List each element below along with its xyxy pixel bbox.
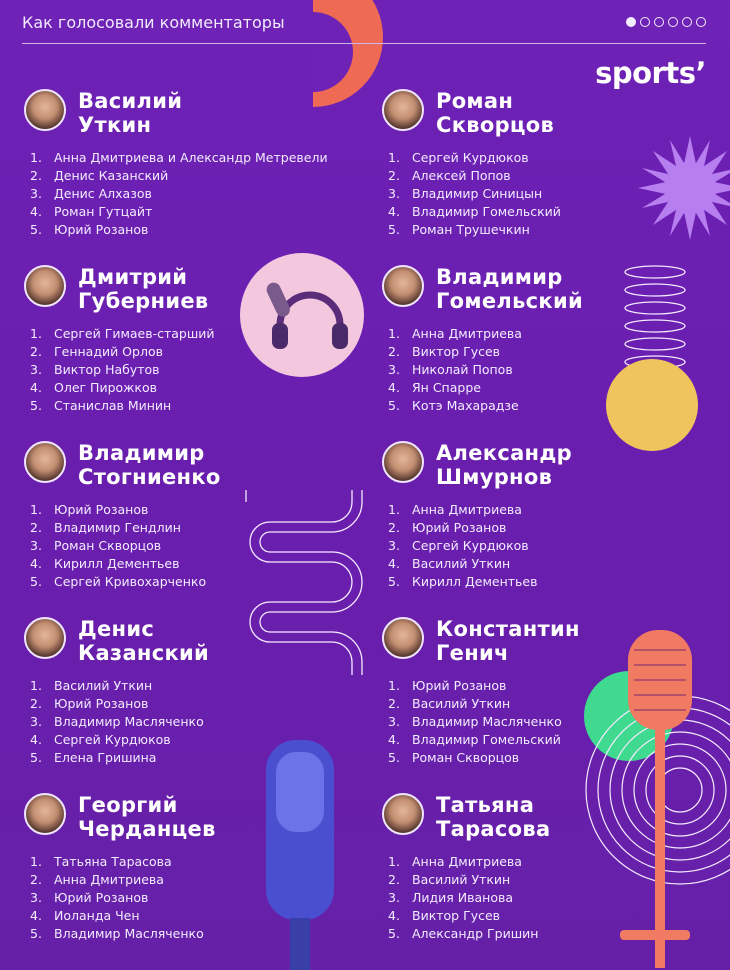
list-item: 4. Владимир Гомельский — [388, 732, 561, 747]
list-item: 5. Станислав Минин — [30, 398, 172, 413]
commentator-block — [24, 617, 364, 767]
list-item: 5. Кирилл Дементьев — [388, 574, 538, 589]
list-item: 4. Виктор Гусев — [388, 908, 501, 923]
vote-list — [24, 501, 364, 591]
pagination-dots[interactable] — [626, 17, 706, 27]
list-item: 4. Сергей Курдюков — [30, 732, 171, 747]
commentator-block — [382, 793, 722, 943]
commentator-block — [382, 265, 722, 415]
avatar — [24, 89, 66, 131]
list-item: 5. Юрий Розанов — [30, 222, 149, 237]
avatar — [382, 441, 424, 483]
avatar — [382, 265, 424, 307]
vote-list — [24, 853, 364, 943]
commentator-name: Дмитрий Губерниев — [78, 265, 209, 313]
avatar — [24, 265, 66, 307]
list-item: 5. Елена Гришина — [30, 750, 157, 765]
list-item: 1. Анна Дмитриева — [388, 326, 522, 341]
list-item: 1. Анна Дмитриева — [388, 502, 522, 517]
commentator-name: Константин Генич — [436, 617, 580, 665]
list-item: 1. Сергей Гимаев-старший — [30, 326, 215, 341]
commentator-name: Роман Скворцов — [436, 89, 555, 137]
vote-list — [382, 853, 722, 943]
list-item: 2. Василий Уткин — [388, 872, 511, 887]
vote-list — [382, 325, 722, 415]
vote-list — [24, 325, 364, 415]
list-item: 3. Юрий Розанов — [30, 890, 149, 905]
vote-list — [24, 149, 364, 239]
commentator-name: Татьяна Тарасова — [436, 793, 551, 841]
list-item: 5. Владимир Масляченко — [30, 926, 204, 941]
list-item: 3. Владимир Масляченко — [388, 714, 562, 729]
vote-list — [382, 677, 722, 767]
commentator-name: Денис Казанский — [78, 617, 210, 665]
commentator-block — [24, 441, 364, 591]
avatar — [24, 617, 66, 659]
title-divider — [22, 43, 706, 44]
list-item: 2. Денис Казанский — [30, 168, 169, 183]
list-item: 2. Алексей Попов — [388, 168, 511, 183]
list-item: 1. Татьяна Тарасова — [30, 854, 172, 869]
list-item: 3. Виктор Набутов — [30, 362, 160, 377]
list-item: 4. Василий Уткин — [388, 556, 511, 571]
list-item: 2. Геннадий Орлов — [30, 344, 163, 359]
list-item: 5. Котэ Махарадзе — [388, 398, 519, 413]
avatar — [382, 89, 424, 131]
pagination-dot-2[interactable] — [640, 17, 650, 27]
list-item: 3. Лидия Иванова — [388, 890, 514, 905]
list-item: 3. Сергей Курдюков — [388, 538, 529, 553]
commentator-name: Александр Шмурнов — [436, 441, 572, 489]
list-item: 2. Юрий Розанов — [388, 520, 507, 535]
list-item: 3. Денис Алхазов — [30, 186, 152, 201]
vote-list — [382, 501, 722, 591]
list-item: 3. Николай Попов — [388, 362, 513, 377]
list-item: 5. Александр Гришин — [388, 926, 539, 941]
list-item: 1. Анна Дмитриева — [388, 854, 522, 869]
list-item: 2. Василий Уткин — [388, 696, 511, 711]
list-item: 2. Виктор Гусев — [388, 344, 501, 359]
sports-logo: sports’ — [595, 56, 706, 90]
commentator-block — [24, 793, 364, 943]
list-item: 3. Роман Скворцов — [30, 538, 162, 553]
list-item: 2. Владимир Гендлин — [30, 520, 181, 535]
commentator-block — [24, 89, 364, 239]
list-item: 3. Владимир Масляченко — [30, 714, 204, 729]
list-item: 5. Сергей Кривохарченко — [30, 574, 207, 589]
commentator-name: Владимир Стогниенко — [78, 441, 221, 489]
commentator-block — [382, 441, 722, 591]
list-item: 5. Роман Скворцов — [388, 750, 520, 765]
list-item: 4. Роман Гутцайт — [30, 204, 153, 219]
commentator-block — [382, 89, 722, 239]
pagination-dot-4[interactable] — [668, 17, 678, 27]
list-item: 1. Юрий Розанов — [30, 502, 149, 517]
page-title: Как голосовали комментаторы — [22, 13, 285, 32]
list-item: 4. Кирилл Дементьев — [30, 556, 180, 571]
pagination-dot-5[interactable] — [682, 17, 692, 27]
avatar — [24, 441, 66, 483]
pagination-dot-3[interactable] — [654, 17, 664, 27]
list-item: 2. Анна Дмитриева — [30, 872, 164, 887]
commentator-name: Георгий Черданцев — [78, 793, 216, 841]
commentator-block — [24, 265, 364, 415]
list-item: 4. Иоланда Чен — [30, 908, 140, 923]
list-item: 1. Василий Уткин — [30, 678, 153, 693]
list-item: 1. Анна Дмитриева и Александр Метревели — [30, 150, 328, 165]
pagination-dot-6[interactable] — [696, 17, 706, 27]
list-item: 5. Роман Трушечкин — [388, 222, 530, 237]
list-item: 3. Владимир Синицын — [388, 186, 543, 201]
list-item: 4. Ян Спарре — [388, 380, 481, 395]
list-item: 1. Сергей Курдюков — [388, 150, 529, 165]
list-item: 2. Юрий Розанов — [30, 696, 149, 711]
pagination-dot-1[interactable] — [626, 17, 636, 27]
avatar — [382, 617, 424, 659]
vote-list — [382, 149, 722, 239]
avatar — [382, 793, 424, 835]
vote-list — [24, 677, 364, 767]
list-item: 4. Владимир Гомельский — [388, 204, 561, 219]
avatar — [24, 793, 66, 835]
list-item: 4. Олег Пирожков — [30, 380, 157, 395]
list-item: 1. Юрий Розанов — [388, 678, 507, 693]
commentator-name: Василий Уткин — [78, 89, 183, 137]
commentator-block — [382, 617, 722, 767]
commentator-name: Владимир Гомельский — [436, 265, 584, 313]
